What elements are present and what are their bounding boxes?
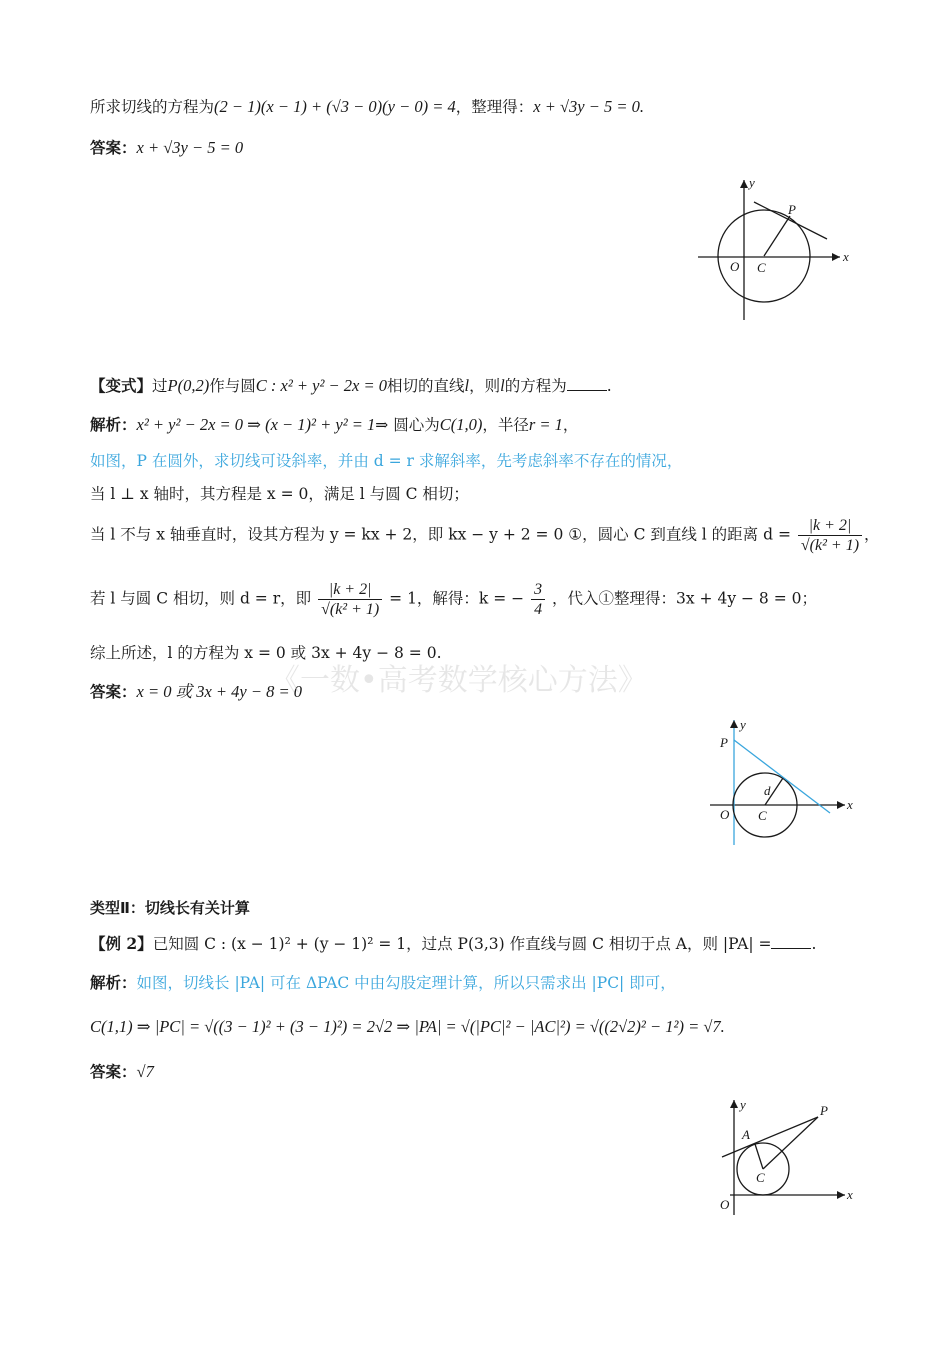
example-2-question: 【例 2】已知圆 C : (x − 1)² + (y − 1)² = 1，过点 P(3,3) 作直线与圆 C 相切于点 A，则 |PA| = .: [90, 934, 817, 953]
figure-3-tangent-length: [700, 1095, 860, 1220]
distance-label: d: [764, 783, 771, 798]
section-heading-type-2: 类型Ⅱ：切线长有关计算: [90, 899, 250, 917]
axis-x-label: x: [843, 249, 849, 264]
origin-label: O: [720, 807, 730, 822]
point-p-label: P: [720, 735, 728, 750]
axis-y-label: y: [740, 717, 746, 732]
example-2-hint: 解析：如图，切线长 |PA| 可在 ΔPAC 中由勾股定理计算，所以只需求出 |PC| 即可，: [90, 973, 676, 992]
solution-line-tangent-equation: 所求切线的方程为(2 − 1)(x − 1) + (√3 − 0)(y − 0) = 4，整理得：x + √3y − 5 = 0.: [90, 97, 644, 116]
point-p-label: P: [788, 202, 796, 217]
answer-variant: 答案：x = 0 或 3x + 4y − 8 = 0: [90, 682, 303, 701]
answer-example-2: 答案：√7: [90, 1062, 154, 1081]
origin-label: O: [730, 259, 740, 274]
origin-label: O: [720, 1197, 730, 1212]
variant-hint: 如图，P 在圆外，求切线可设斜率，并由 d = r 求解斜率，先考虑斜率不存在的情况，: [90, 452, 683, 470]
center-label: C: [757, 260, 766, 275]
k-fraction: $\frac{3}{4}$: [531, 580, 545, 619]
answer-1: 答案：x + √3y − 5 = 0: [90, 138, 244, 157]
point-p-label: P: [820, 1103, 828, 1118]
figure-1-circle-tangent: [690, 170, 860, 330]
variant-question: 【变式】过P(0,2)作与圆C : x² + y² − 2x = 0相切的直线l，则l的方程为 .: [90, 376, 612, 395]
variant-case-slope: 当 l 不与 x 轴垂直时，设其方程为 y = kx + 2，即 kx − y + 2 = 0 ①，圆心 C 到直线 l 的距离 d = $\frac{|k + 2|}{\text{√(k² + 1)}}$ ，: [90, 517, 880, 554]
center-label: C: [758, 808, 767, 823]
figure-2-circle-tangent: [700, 715, 860, 860]
answer-blank: [771, 947, 811, 949]
distance-fraction: $\frac{|k + 2|}{\text{√(k² + 1)}}$: [798, 516, 862, 555]
point-a-label: A: [742, 1127, 750, 1142]
watermark: 《一数•高考数学核心方法》: [270, 663, 648, 698]
example-2-calculation: C(1,1) ⇒ |PC| = √((3 − 1)² + (3 − 1)²) = 2√2 ⇒ |PA| = √(|PC|² − |AC|²) = √((2√2)² − 1²) = √7.: [90, 1017, 725, 1036]
axis-y-label: y: [749, 175, 755, 190]
center-label: C: [756, 1170, 765, 1185]
axis-x-label: x: [847, 797, 853, 812]
variant-summary: 综上所述，l 的方程为 x = 0 或 3x + 4y − 8 = 0.: [90, 644, 442, 662]
answer-blank: [567, 389, 607, 391]
axis-x-label: x: [847, 1187, 853, 1202]
variant-case-vertical: 当 l ⊥ x 轴时，其方程是 x = 0，满足 l 与圆 C 相切；: [90, 485, 469, 503]
tangent-fraction: $\frac{|k + 2|}{\text{√(k² + 1)}}$: [318, 580, 382, 619]
axis-y-label: y: [740, 1097, 746, 1112]
variant-solution-line: 解析：x² + y² − 2x = 0 ⇒ (x − 1)² + y² = 1⇒ 圆心为C(1,0)，半径r = 1，: [90, 415, 579, 434]
variant-tangent-condition: 若 l 与圆 C 相切，则 d = r，即 $\frac{|k + 2|}{\text{√(k² + 1)}}$ = 1，解得：k = − $\frac{3}{4}$ ，代入①整理得：3x + 4y − 8 = 0；: [90, 581, 818, 618]
